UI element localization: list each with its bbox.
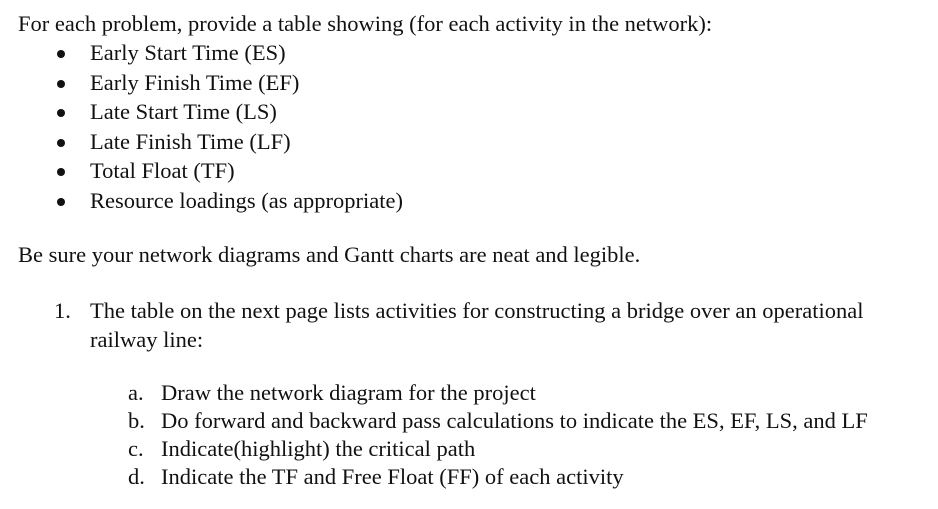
problem-number: 1. <box>54 298 71 323</box>
sub-item <box>0 435 868 463</box>
legibility-note: Be sure your network diagrams and Gantt charts are neat and legible. <box>18 242 641 267</box>
sub-item-text: Indicate(highlight) the critical path <box>161 436 476 461</box>
intro-paragraph: For each problem, provide a table showing (for each activity in the network): <box>18 11 713 36</box>
bullet-text: Late Start Time (LS) <box>90 99 277 125</box>
bullet-icon <box>57 139 65 147</box>
sub-item-letter: d. <box>128 464 145 489</box>
bullet-item <box>0 68 403 98</box>
bullet-icon <box>57 80 65 88</box>
bullet-item <box>0 186 403 216</box>
bullet-item <box>0 127 403 157</box>
bullet-text: Resource loadings (as appropriate) <box>90 187 404 213</box>
bullet-text: Late Finish Time (LF) <box>90 128 291 154</box>
sub-item-letter: a. <box>128 380 144 405</box>
bullet-text: Early Start Time (ES) <box>90 40 286 65</box>
bullet-text: Early Finish Time (EF) <box>90 69 300 95</box>
bullet-icon <box>57 50 65 58</box>
sub-item-letter: b. <box>128 408 145 433</box>
bullet-item <box>0 156 403 186</box>
problem-text: The table on the next page lists activities for constructing a bridge over an operational railway line: <box>90 298 864 352</box>
bullet-item <box>0 38 403 68</box>
sub-item-text: Indicate the TF and Free Float (FF) of each activity <box>161 464 624 489</box>
sub-item <box>0 379 868 407</box>
sub-item <box>0 463 868 491</box>
bullet-text: Total Float (TF) <box>90 158 235 184</box>
bullet-icon <box>57 198 65 206</box>
task-sub-list <box>0 379 868 491</box>
metrics-bullet-list <box>0 38 403 216</box>
bullet-icon <box>57 109 65 117</box>
sub-item-text: Do forward and backward pass calculations to indicate the ES, EF, LS, and LF <box>161 408 868 433</box>
sub-item-text: Draw the network diagram for the project <box>161 380 536 405</box>
bullet-item <box>0 97 403 127</box>
sub-item-letter: c. <box>128 436 144 461</box>
bullet-icon <box>57 168 65 176</box>
sub-item <box>0 407 868 435</box>
